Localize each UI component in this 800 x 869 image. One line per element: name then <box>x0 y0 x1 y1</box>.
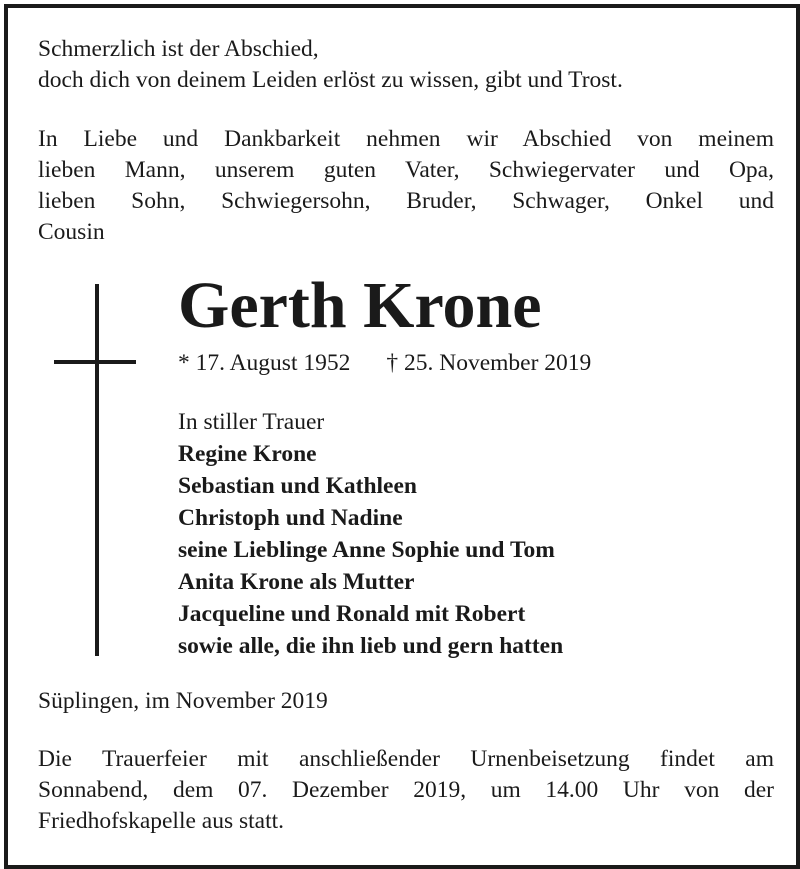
ceremony-info <box>38 744 774 837</box>
mourner-name: Sebastian und Kathleen <box>178 473 417 499</box>
dedication-line: Cousin <box>38 219 105 245</box>
obituary-notice <box>4 4 800 869</box>
dedication-text <box>38 124 774 248</box>
dedication-line: In Liebe und Dankbarkeit nehmen wir Abschied von meinem <box>38 126 774 152</box>
dedication-line: lieben Sohn, Schwiegersohn, Bruder, Schwager, Onkel und <box>38 188 774 214</box>
mourner-name: Regine Krone <box>178 441 317 467</box>
dedication-line: lieben Mann, unserem guten Vater, Schwiegervater und Opa, <box>38 157 774 183</box>
birth-date: * 17. August 1952 <box>178 350 351 376</box>
mourner-name: Christoph und Nadine <box>178 505 403 531</box>
mourners-intro: In stiller Trauer <box>178 409 325 435</box>
death-date: † 25. November 2019 <box>386 350 592 376</box>
cross-icon <box>95 284 99 656</box>
mourners-list <box>178 406 563 662</box>
place-date <box>38 686 774 717</box>
mourner-name: sowie alle, die ihn lieb und gern hatten <box>178 633 564 659</box>
ceremony-line: Sonnabend, dem 07. Dezember 2019, um 14.00 Uhr von der <box>38 777 774 803</box>
cross-icon-bar <box>54 360 136 364</box>
ceremony-line: Die Trauerfeier mit anschließender Urnenbeisetzung findet am <box>38 746 774 772</box>
intro-line: doch dich von deinem Leiden erlöst zu wissen, gibt und Trost. <box>38 67 623 93</box>
mourner-name: seine Lieblinge Anne Sophie und Tom <box>178 537 555 563</box>
intro-line: Schmerzlich ist der Abschied, <box>38 36 319 62</box>
mourner-name: Jacqueline und Ronald mit Robert <box>178 601 526 627</box>
intro-verse <box>38 34 774 96</box>
mourner-name: Anita Krone als Mutter <box>178 569 415 595</box>
life-dates <box>178 348 591 379</box>
deceased-name: Gerth Krone <box>178 269 542 342</box>
ceremony-line: Friedhofskapelle aus statt. <box>38 808 285 834</box>
place-date-text: Süplingen, im November 2019 <box>38 688 328 714</box>
